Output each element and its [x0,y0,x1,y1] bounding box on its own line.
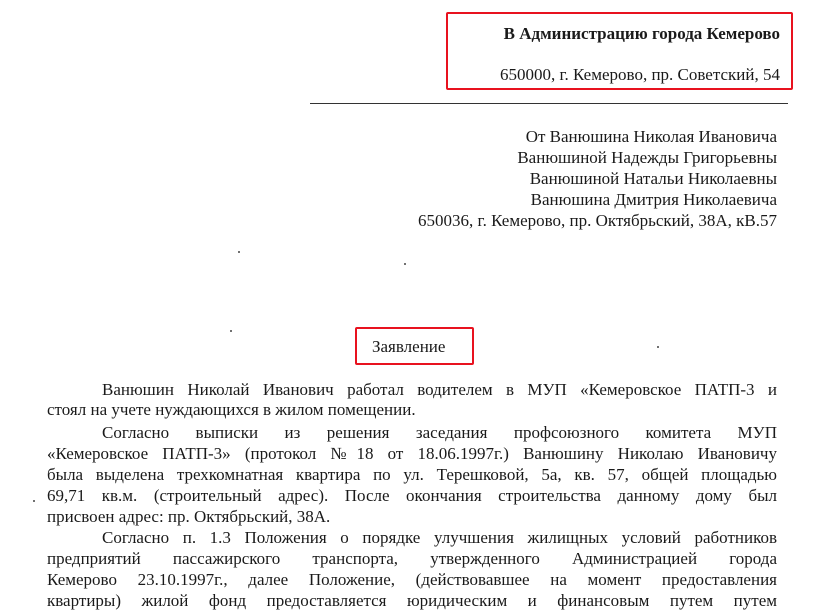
scan-speck [238,251,240,253]
document-title: Заявление [372,337,446,356]
scan-speck [657,346,659,348]
scan-speck [33,500,35,502]
recipient-address: 650000, г. Кемерово, пр. Советский, 54 [499,65,780,84]
scan-speck [404,263,406,265]
body-line: Кемерово 23.10.1997г., далее Положение, (действовавшее на момент предоставления [47,570,777,589]
body-line: «Кемеровское ПАТП-3» (протокол №18 от 18.06.1997г.) Ванюшину Николаю Ивановичу [47,444,777,463]
body-line: Ванюшин Николай Иванович работал водителем в МУП «Кемеровское ПАТП-3 и [102,380,777,399]
body-line: присвоен адрес: пр. Октябрьский, 38А. [47,507,331,526]
from-line-2: Ванюшиной Надежды Григорьевны [517,148,777,167]
from-address: 650036, г. Кемерово, пр. Октябрьский, 38А, кВ.57 [418,211,777,230]
body-line: Согласно выписки из решения заседания профсоюзного комитета МУП [102,423,777,442]
header-divider [310,103,788,104]
scan-speck [230,330,232,332]
body-line: стоял на учете нуждающихся в жилом помещении. [47,400,416,419]
body-line: была выделена трехкомнатная квартира по ул. Терешковой, 5а, кв. 57, общей площадью [47,465,777,484]
recipient: В Администрацию города Кемерово [503,24,780,43]
from-line-3: Ванюшиной Натальи Николаевны [529,169,777,188]
body-line: Согласно п. 1.3 Положения о порядке улучшения жилищных условий работников [102,528,777,547]
from-line-1: От Ванюшина Николая Ивановича [525,127,777,146]
body-line: 69,71 кв.м. (строительный адрес). После окончания строительства данному дому был [47,486,777,505]
from-line-4: Ванюшина Дмитрия Николаевича [530,190,777,209]
body-line: предприятий пассажирского транспорта, утвержденного Администрацией города [47,549,777,568]
body-line: квартиры) жилой фонд предоставляется юридическим и финансовым путем путем [47,591,777,610]
